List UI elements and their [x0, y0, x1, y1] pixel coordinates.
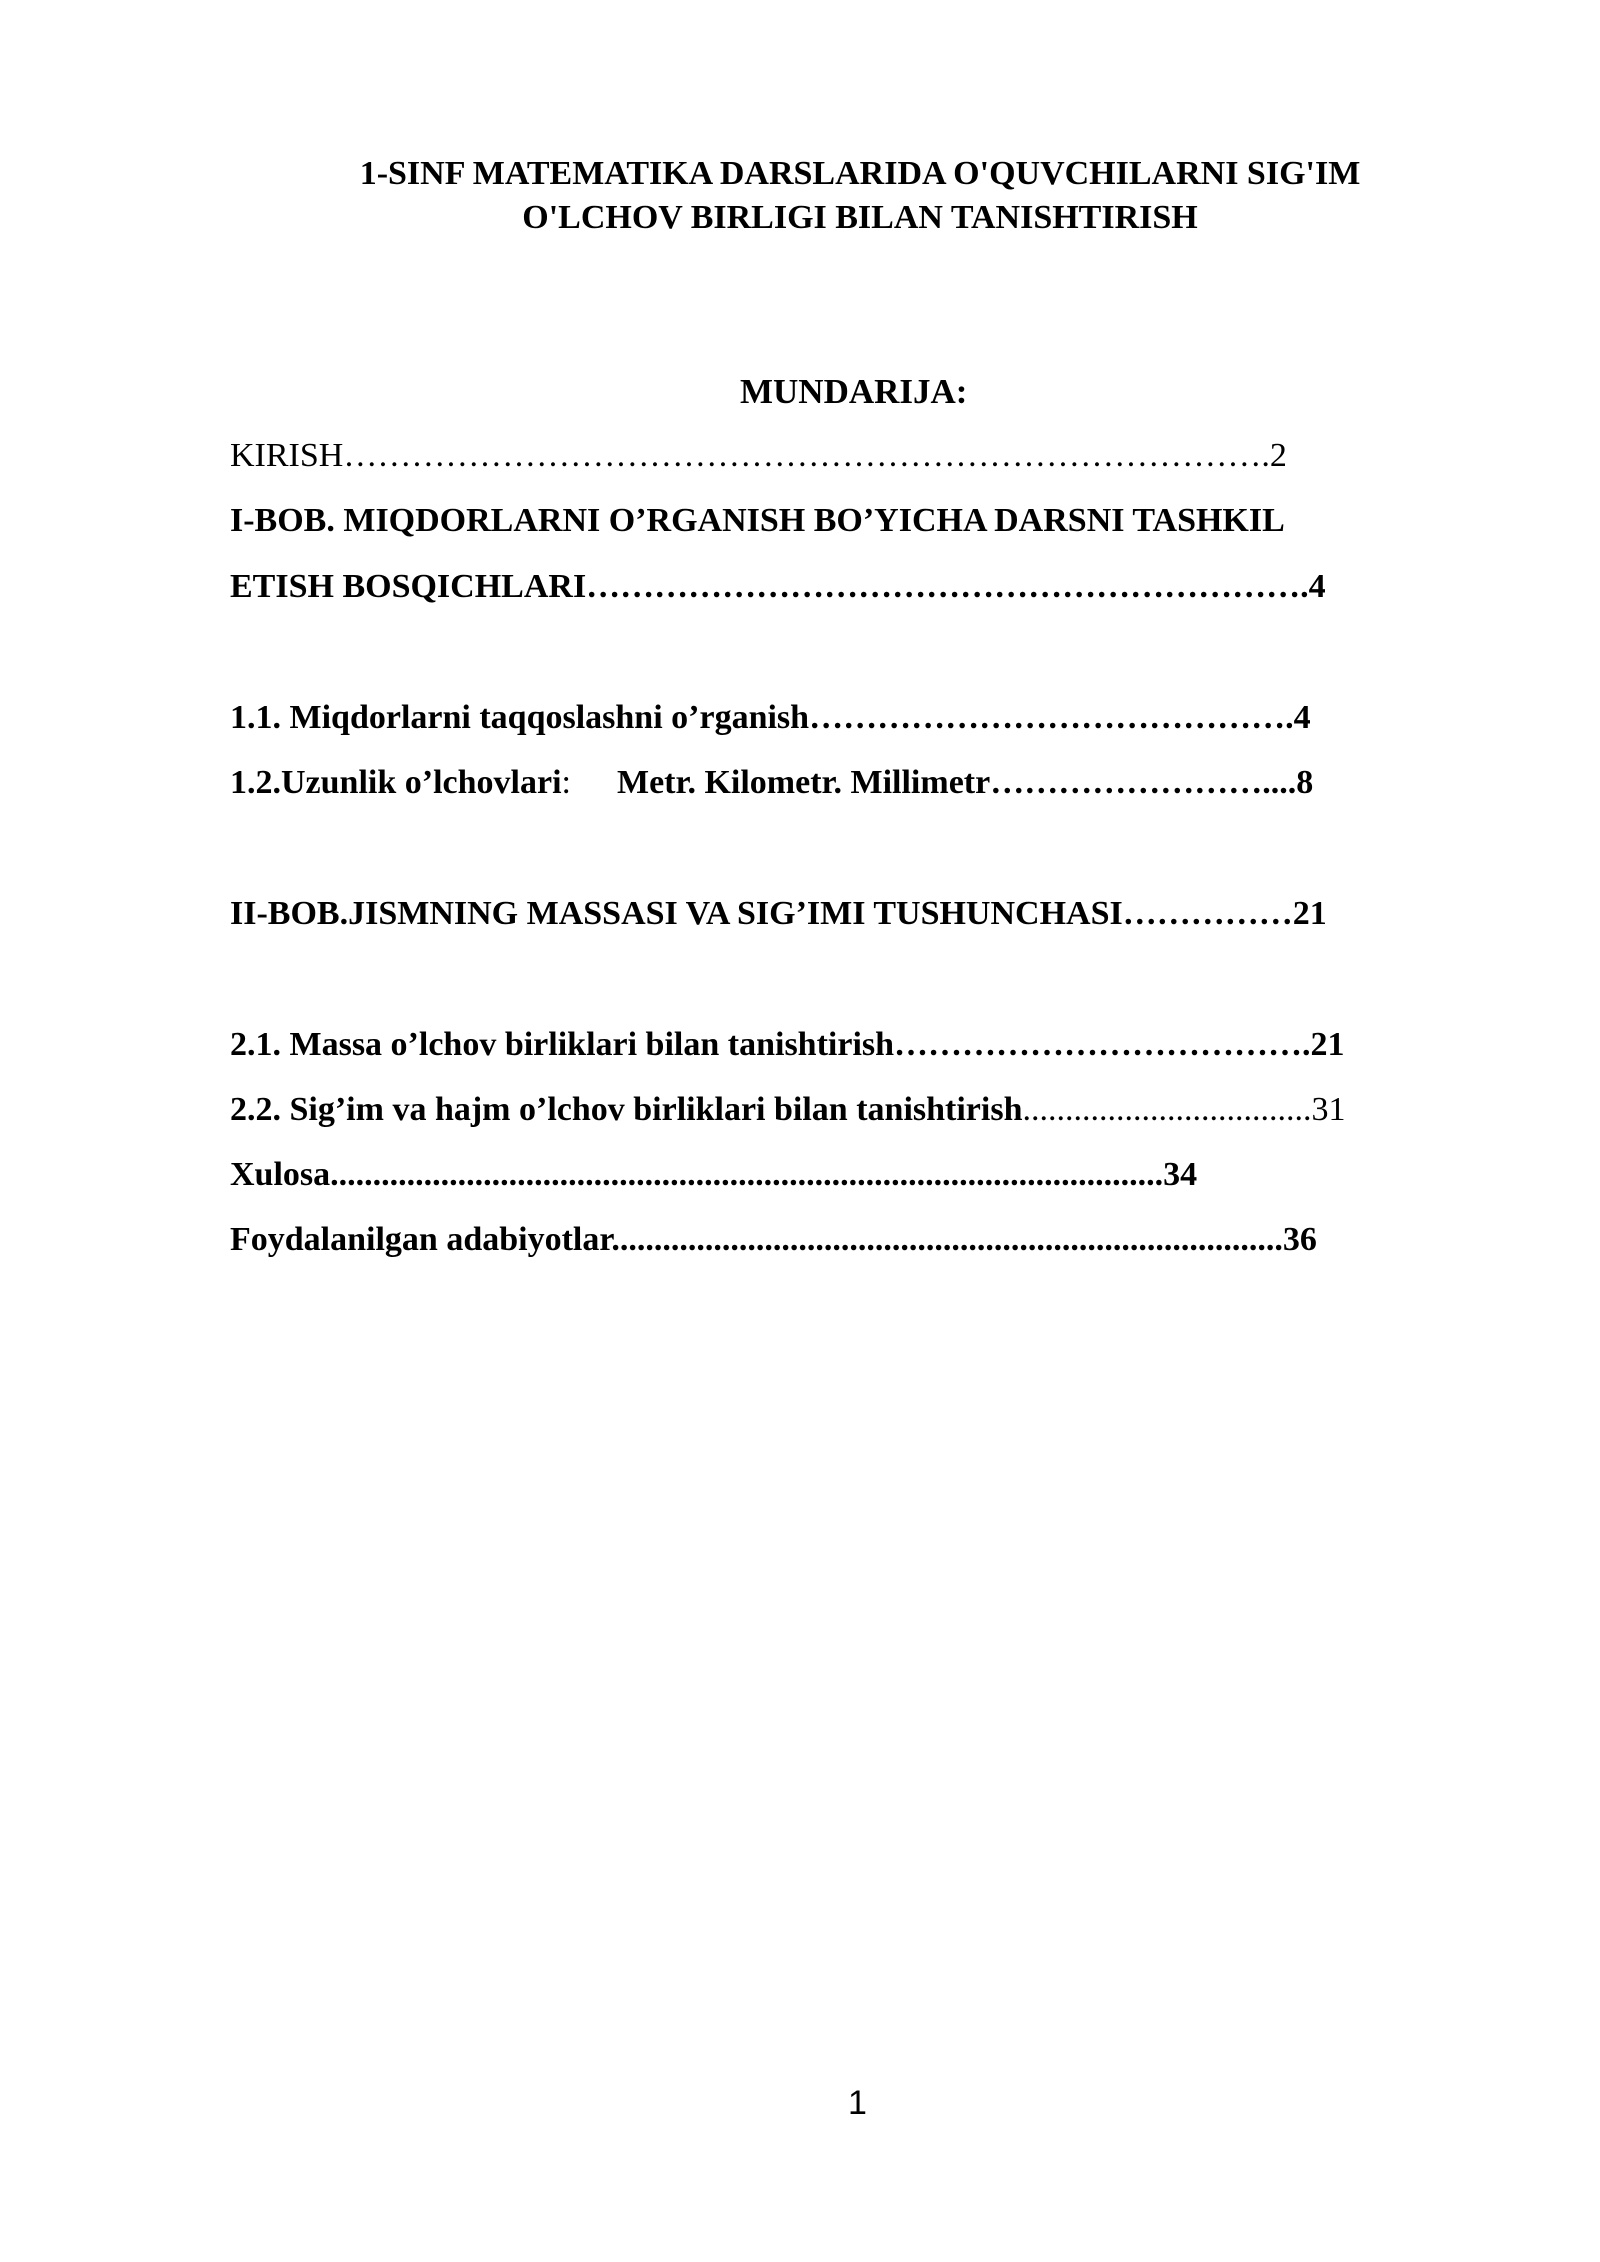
toc-entry-2-2 — [230, 1088, 1345, 1132]
toc-entry-label: Xulosa — [230, 1156, 331, 1193]
toc-entry-1-1 — [230, 696, 1311, 740]
toc-entry-leader: ………………………………………………………. — [586, 568, 1309, 605]
toc-entry-label: Foydalanilgan adabiyotlar — [230, 1221, 612, 1258]
toc-entry-xulosa — [230, 1153, 1197, 1197]
toc-entry-page: 21 — [1310, 1026, 1345, 1063]
title-line-2: O'LCHOV BIRLIGI BILAN TANISHTIRISH — [522, 199, 1198, 236]
toc-entry-page: 8 — [1296, 764, 1314, 801]
toc-entry-label: 2.2. Sig’im va hajm o’lchov birliklari bilan tanishtirish — [230, 1091, 1023, 1128]
toc-entry-bob1-line2 — [230, 565, 1326, 609]
toc-entry-page: 36 — [1282, 1221, 1317, 1258]
toc-entry-page: 21 — [1292, 895, 1327, 932]
toc-entry-kirish — [230, 434, 1287, 478]
toc-entry-label: 1.1. Miqdorlarni taqqoslashni o’rganish — [230, 699, 810, 736]
toc-entry-page: 34 — [1163, 1156, 1198, 1193]
toc-entry-leader: ……………………………………. — [809, 699, 1294, 736]
toc-entry-page: 4 — [1308, 568, 1326, 605]
toc-entry-leader: ………………………………. — [894, 1026, 1311, 1063]
page-number: 1 — [848, 2084, 867, 2122]
toc-entry-1-2 — [230, 761, 1313, 805]
toc-entry-leader: .................................................................................................. — [330, 1156, 1164, 1193]
toc-entry-adabiyotlar — [230, 1218, 1317, 1262]
toc-entry-bob1-line1 — [230, 499, 1285, 543]
toc-entry-label: II-BOB.JISMNING MASSASI VA SIG’IMI TUSHUNCHASI — [230, 895, 1123, 932]
toc-entry-label: KIRISH — [230, 437, 344, 474]
toc-entry-colon: : — [561, 764, 571, 801]
title-line-1: 1-SINF MATEMATIKA DARSLARIDA O'QUVCHILARNI SIG'IM — [359, 155, 1361, 192]
toc-entry-page: 2 — [1269, 437, 1287, 474]
toc-entry-label: ETISH BOSQICHLARI — [230, 568, 587, 605]
toc-entry-label: 2.1. Massa o’lchov birliklari bilan tanishtirish — [230, 1026, 895, 1063]
toc-entry-leader: ............................................................................... — [611, 1221, 1283, 1258]
toc-entry-label-2: Metr. Kilometr. Millimetr — [616, 764, 991, 801]
toc-entry-2-1 — [230, 1023, 1345, 1067]
toc-entry-leader: .................................. — [1022, 1091, 1312, 1128]
document-title — [240, 152, 1480, 240]
toc-entry-leader: ………………………………………………………………………. — [343, 437, 1270, 474]
toc-entry-bob2 — [230, 892, 1327, 936]
toc-entry-leader: …………… — [1122, 895, 1293, 932]
toc-entry-page: 4 — [1293, 699, 1311, 736]
toc-heading: MUNDARIJA: — [740, 372, 968, 411]
toc-entry-leader: …………………….... — [990, 764, 1297, 801]
toc-entry-label: 1.2.Uzunlik o’lchovlari — [230, 764, 562, 801]
toc-entry-page: 31 — [1311, 1091, 1346, 1128]
toc-entry-label: I-BOB. MIQDORLARNI O’RGANISH BO’YICHA DARSNI TASHKIL — [230, 502, 1285, 539]
